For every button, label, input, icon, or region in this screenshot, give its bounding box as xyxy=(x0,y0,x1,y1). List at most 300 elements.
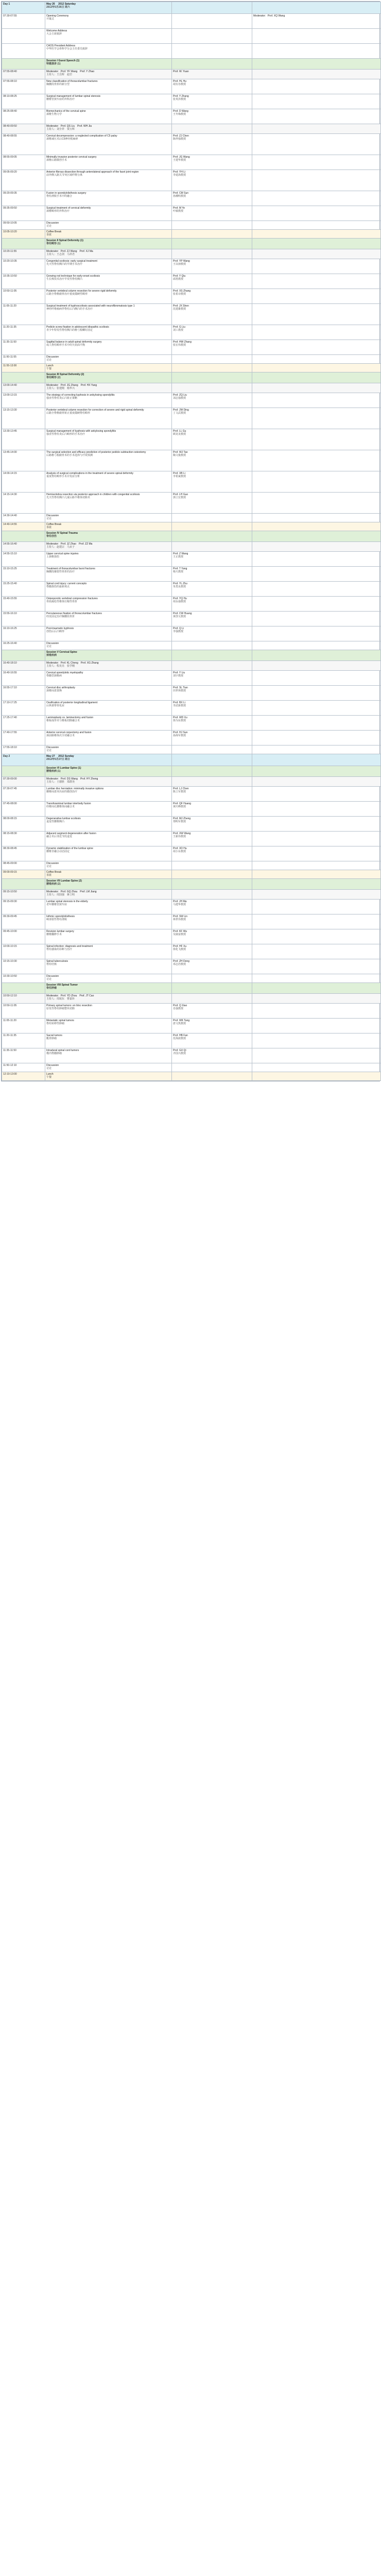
time-cell: 11:50-12:10 xyxy=(2,1063,45,1072)
title-cell xyxy=(45,716,172,731)
time-cell: 07:30-07:45 xyxy=(2,787,45,802)
title-en: Discussion xyxy=(46,355,59,359)
title-zh: 主持人：周珉东 曹嘉钭 xyxy=(46,997,75,1001)
title-zh: 午餐 xyxy=(46,1076,52,1079)
speaker-cell xyxy=(172,567,252,582)
time-cell: 16:55-17:10 xyxy=(2,686,45,701)
time-cell: 16:40-16:55 xyxy=(2,671,45,686)
time-cell: 08:45-09:00 xyxy=(2,861,45,870)
speaker-en: Prof. SW Lin xyxy=(173,915,188,918)
title-cell xyxy=(45,817,172,832)
speaker-cell xyxy=(172,787,252,802)
time-cell xyxy=(2,59,45,70)
extra-cell xyxy=(252,929,381,944)
speaker-zh: 刘志强教授 xyxy=(173,397,186,400)
title-cell xyxy=(45,206,172,221)
speaker-cell xyxy=(172,239,252,249)
extra-cell xyxy=(252,70,381,79)
title-cell xyxy=(45,777,172,787)
title-zh: 颈椎后路微创手术 xyxy=(46,159,67,162)
speaker-cell xyxy=(172,1019,252,1033)
extra-cell xyxy=(252,787,381,802)
extra-cell xyxy=(252,364,381,372)
program-row xyxy=(2,1063,381,1072)
speaker-cell xyxy=(172,206,252,221)
program-row xyxy=(2,221,381,230)
title-en: Spinal cord injury: current concepts xyxy=(46,582,87,585)
moderator-row xyxy=(2,777,381,787)
speaker-en: Prof. Y Zhang xyxy=(173,95,189,98)
session-header-row xyxy=(2,650,381,661)
time-cell xyxy=(2,239,45,249)
time-cell: 11:50-11:55 xyxy=(2,355,45,364)
title-en: Ossification of posterior longitudinal ligament xyxy=(46,701,98,704)
speaker-cell xyxy=(172,514,252,522)
extra-cell xyxy=(252,582,381,597)
title-cell xyxy=(45,1063,172,1072)
title-cell xyxy=(45,471,172,493)
time-cell: 15:55-16:10 xyxy=(2,612,45,626)
title-cell xyxy=(45,974,172,983)
time-cell: 13:00-13:15 xyxy=(2,393,45,408)
extra-cell xyxy=(252,1048,381,1063)
speaker-cell xyxy=(172,879,252,890)
extra-cell xyxy=(252,754,381,766)
program-row xyxy=(2,393,381,408)
extra-cell xyxy=(252,94,381,109)
title-cell xyxy=(45,14,172,29)
extra-cell xyxy=(252,983,381,994)
title-zh: 主持人：程克亮 张学刚 xyxy=(46,665,75,668)
extra-cell xyxy=(252,274,381,289)
title-en: Growing rod technique for early-onset scoliosis xyxy=(46,275,100,278)
title-en: Moderator：Prof. ZJ Wang Prof. XJ Ma xyxy=(46,250,93,253)
title-zh: 脊柱转移性肿瘤 xyxy=(46,1022,65,1025)
speaker-cell xyxy=(172,1072,252,1081)
extra-cell xyxy=(252,890,381,900)
title-cell xyxy=(45,493,172,514)
title-cell xyxy=(45,221,172,230)
title-zh: 脊髓型颈椎病 xyxy=(46,674,62,677)
speaker-zh: 王正教授 xyxy=(173,555,184,558)
speaker-cell xyxy=(172,134,252,155)
speaker-zh: 吴康富教授 xyxy=(173,933,186,936)
time-cell: 10:20-10:35 xyxy=(2,259,45,274)
title-en: Discussion xyxy=(46,222,59,225)
speaker-zh: 刘宇教授 xyxy=(173,674,184,677)
title-en: Discussion xyxy=(46,746,59,749)
speaker-cell xyxy=(172,170,252,191)
program-row xyxy=(2,929,381,944)
title-en: Moderator：Prof. DS Wang Prof. HY Zheng xyxy=(46,777,98,781)
title-en: Opening Ceremony xyxy=(46,14,69,18)
time-cell: 13:00-14:40 xyxy=(2,383,45,393)
speaker-zh: 陶文俊教授 xyxy=(173,454,186,457)
title-cell xyxy=(45,661,172,671)
title-zh: 先天性脊柱侧凸的早期手术治疗 xyxy=(46,263,83,266)
title-zh: 椎板成形术与椎板切除融合术 xyxy=(46,719,80,722)
title-zh: 模内脊髓肿瘤 xyxy=(46,1052,62,1055)
speaker-cell xyxy=(172,304,252,325)
speaker-en: Prof. HJ Sun xyxy=(173,731,188,734)
extra-cell xyxy=(252,567,381,582)
speaker-en: Prof. W. Yuan xyxy=(173,70,189,73)
time-cell: 10:50-12:10 xyxy=(2,994,45,1004)
speaker-cell xyxy=(172,582,252,597)
time-cell: 09:00-09:15 xyxy=(2,870,45,879)
title-zh: 讨论 xyxy=(46,978,52,981)
moderator-row xyxy=(2,124,381,134)
extra-cell xyxy=(252,191,381,206)
title-zh: 先天性脊柱侧凸儿童后路半椎体切除术 xyxy=(46,496,91,499)
speaker-en: Prof. ZH Deng xyxy=(173,960,189,963)
title-cell xyxy=(45,929,172,944)
speaker-cell xyxy=(172,70,252,79)
speaker-en: Prof. SL Tian xyxy=(173,686,188,689)
speaker-en: Prof. Z Wang xyxy=(173,552,188,555)
program-row xyxy=(2,787,381,802)
speaker-zh: 陈立军教授 xyxy=(173,790,186,793)
speaker-cell xyxy=(172,944,252,959)
title-cell xyxy=(45,1004,172,1019)
title-en: Moderator：Prof. JZ Zhao Prof. ZZ Ma xyxy=(46,543,93,546)
time-cell: 16:40-18:10 xyxy=(2,661,45,671)
title-en: Spinal infection: diagnosis and treatment xyxy=(46,945,93,948)
speaker-cell xyxy=(172,817,252,832)
title-cell xyxy=(45,870,172,879)
speaker-cell xyxy=(172,393,252,408)
speaker-en: Prof. YL Zhu xyxy=(173,582,187,585)
extra-cell xyxy=(252,514,381,522)
title-en: May 27 2012 Sunday xyxy=(46,755,74,758)
title-cell xyxy=(45,383,172,393)
speaker-cell xyxy=(172,716,252,731)
title-cell xyxy=(45,59,172,70)
extra-cell xyxy=(252,170,381,191)
extra-cell xyxy=(252,109,381,124)
title-cell xyxy=(45,134,172,155)
time-cell: 17:40-17:55 xyxy=(2,731,45,745)
title-en: Discussion xyxy=(46,1064,59,1067)
speaker-cell xyxy=(172,1004,252,1019)
speaker-en: Prof. Y Liu xyxy=(173,671,185,674)
title-en: Fusion in spondylolisthesis surgery xyxy=(46,192,86,195)
program-row xyxy=(2,304,381,325)
extra-cell xyxy=(252,289,381,304)
program-row xyxy=(2,641,381,650)
title-en: Session V Cervical Spine xyxy=(46,651,77,654)
moderator-row xyxy=(2,249,381,259)
speaker-en: Prof. JG Wang xyxy=(173,156,190,159)
time-cell: 12:10-13:00 xyxy=(2,1072,45,1081)
time-cell: 08:55-09:05 xyxy=(2,155,45,170)
moderator-row xyxy=(2,994,381,1004)
title-cell xyxy=(45,124,172,134)
speaker-cell xyxy=(172,983,252,994)
title-zh: 颈前路椎体次全切融合术 xyxy=(46,734,75,737)
moderator-row xyxy=(2,70,381,79)
speaker-zh: 王建华教授 xyxy=(173,159,186,162)
speaker-cell xyxy=(172,731,252,745)
title-en: Primary spinal tumors: en bloc resection xyxy=(46,1004,92,1007)
title-zh: 主持人：张建刚 杨华兴 xyxy=(46,387,75,390)
speaker-cell xyxy=(172,890,252,900)
extra-cell xyxy=(252,124,381,134)
speaker-zh: 林世伟教授 xyxy=(173,918,186,921)
speaker-cell xyxy=(172,522,252,531)
title-en: Welcome Address xyxy=(46,29,67,32)
time-cell: 14:55-16:40 xyxy=(2,542,45,552)
speaker-cell xyxy=(172,701,252,716)
title-zh: 前外侧入路关节突区域纤维分离 xyxy=(46,174,83,177)
speaker-zh: 马建华教授 xyxy=(173,903,186,906)
title-zh: 脊柱肿瘤 xyxy=(46,987,57,990)
moderator-row xyxy=(2,542,381,552)
speaker-cell xyxy=(172,661,252,671)
speaker-cell xyxy=(172,109,252,124)
title-en: Surgical treatment of cervical deformity xyxy=(46,207,91,210)
time-cell: 09:30-09:45 xyxy=(2,914,45,929)
speaker-cell xyxy=(172,450,252,471)
title-cell xyxy=(45,745,172,754)
title-en: Analysis of surgical complications in the treatment of severe spinal deformity xyxy=(46,472,133,475)
title-cell xyxy=(45,671,172,686)
title-en: Lumbar spinal stenosis in the elderly xyxy=(46,900,88,903)
speaker-zh: 丁文武教授 xyxy=(173,412,186,415)
time-cell: 13:15-13:30 xyxy=(2,408,45,429)
speaker-en: Prof. XS Zhang xyxy=(173,290,191,293)
speaker-zh: 叶敏教授 xyxy=(173,210,184,213)
program-body xyxy=(2,2,381,1081)
title-cell xyxy=(45,239,172,249)
speaker-en: Prof. M Ye xyxy=(173,207,185,210)
speaker-cell xyxy=(172,552,252,567)
speaker-cell xyxy=(172,2,252,14)
speaker-zh: 孙海军教授 xyxy=(173,734,186,737)
title-en: Minimally invasive posterior cervical surgery xyxy=(46,156,97,159)
extra-cell xyxy=(252,29,381,44)
title-zh: 颈椎减压术后C5神经根麻痹 xyxy=(46,138,78,141)
title-en: Treatment of thoracolumbar burst fractures xyxy=(46,567,95,570)
time-cell: 11:35-11:50 xyxy=(2,1048,45,1063)
extra-cell xyxy=(252,471,381,493)
title-en: Session VIII Spinal Tumor xyxy=(46,984,78,987)
program-row xyxy=(2,626,381,641)
speaker-cell xyxy=(172,191,252,206)
extra-cell xyxy=(252,239,381,249)
time-cell: 17:55-18:10 xyxy=(2,745,45,754)
title-cell xyxy=(45,890,172,900)
title-cell xyxy=(45,1019,172,1033)
extra-cell xyxy=(252,325,381,340)
speaker-zh: 黄创文教授 xyxy=(173,615,186,618)
speaker-cell xyxy=(172,230,252,239)
day-header-row xyxy=(2,754,381,766)
extra-cell xyxy=(252,650,381,661)
extra-cell xyxy=(252,44,381,59)
extra-cell xyxy=(252,626,381,641)
title-zh: 大会主席致辞 xyxy=(46,32,62,36)
title-en: Adjacent segment degeneration after fusion xyxy=(46,832,96,835)
time-cell xyxy=(2,879,45,890)
speaker-zh: 齐国兴教授 xyxy=(173,1052,186,1055)
title-zh: 2012年5月26日 周六 xyxy=(46,6,70,9)
extra-cell xyxy=(252,944,381,959)
time-cell: 11:05-11:20 xyxy=(2,1019,45,1033)
time-cell: 10:15-10:30 xyxy=(2,959,45,974)
title-zh: 讨论 xyxy=(46,749,52,752)
title-zh: 颈椎畸形的外科治疗 xyxy=(46,210,70,213)
title-zh: 茶歇 xyxy=(46,874,52,877)
time-cell: 14:55-15:10 xyxy=(2,552,45,567)
program-row xyxy=(2,289,381,304)
program-row xyxy=(2,846,381,861)
title-cell xyxy=(45,641,172,650)
time-cell: 07:55-08:10 xyxy=(2,79,45,94)
extra-cell xyxy=(252,259,381,274)
session-header-row xyxy=(2,59,381,70)
title-cell xyxy=(45,766,172,777)
extra-cell xyxy=(252,686,381,701)
title-cell xyxy=(45,994,172,1004)
time-cell: 15:25-15:40 xyxy=(2,582,45,597)
speaker-en: Prof. Q Li xyxy=(173,627,184,630)
speaker-zh: 孙潮明教授 xyxy=(173,195,186,198)
speaker-zh: 陈仲强教授 xyxy=(173,138,186,141)
title-cell xyxy=(45,959,172,974)
title-zh: 强直性脊柱炎后凸矫正策略 xyxy=(46,397,78,400)
speaker-zh: 沈建雄教授 xyxy=(173,308,186,311)
speaker-zh: 李延海教授 xyxy=(173,174,186,177)
program-row xyxy=(2,274,381,289)
title-zh: 胸腰段爆裂性骨折的治疗 xyxy=(46,570,75,573)
time-cell: 10:50-11:05 xyxy=(2,1004,45,1019)
program-row xyxy=(2,44,381,59)
title-zh: 讨论 xyxy=(46,1067,52,1070)
program-row xyxy=(2,1019,381,1033)
speaker-en: Prof. HF Xu xyxy=(173,945,187,948)
extra-cell xyxy=(252,340,381,355)
title-zh: 脊髓损伤的最新观点 xyxy=(46,585,70,588)
speaker-en: Prof. GX Qi xyxy=(173,1049,186,1052)
speaker-cell xyxy=(172,686,252,701)
title-zh: 经皮固定治疗胸腰段骨折 xyxy=(46,615,75,618)
extra-cell xyxy=(252,612,381,626)
speaker-en: Prof. HW Zhang xyxy=(173,341,192,344)
title-zh: 茶歇 xyxy=(46,233,52,236)
title-zh: 生长棒技术治疗早发性脊柱侧凸 xyxy=(46,278,83,281)
speaker-zh: 朱勇良教授 xyxy=(173,585,186,588)
speaker-en: Prof. HL Hu xyxy=(173,80,186,83)
extra-cell xyxy=(252,879,381,890)
title-zh: 融合术后邻近节段退变 xyxy=(46,835,73,838)
speaker-cell xyxy=(172,612,252,626)
title-en: Moderator：Prof. YD Zhou Prof. JT Cao xyxy=(46,994,94,997)
title-zh: 胸腰段骨折的新分型 xyxy=(46,83,70,86)
program-row xyxy=(2,861,381,870)
title-cell xyxy=(45,274,172,289)
title-cell xyxy=(45,393,172,408)
title-en: Metastatic spinal tumors xyxy=(46,1019,74,1022)
extra-cell xyxy=(252,777,381,787)
speaker-cell xyxy=(172,383,252,393)
program-table xyxy=(2,2,381,1081)
speaker-zh: 黄庆峰教授 xyxy=(173,805,186,808)
title-en: May 26 2012 Saturday xyxy=(46,3,76,6)
title-zh: 原发性脊柱肿瘤整块切除 xyxy=(46,1007,75,1010)
title-zh: 骨质疏松性椎体压缩性骨折 xyxy=(46,600,78,603)
break-row xyxy=(2,522,381,531)
session-header-row xyxy=(2,239,381,249)
speaker-zh: 刘工教授 xyxy=(173,329,184,332)
program-row xyxy=(2,612,381,626)
title-en: Coffee Break xyxy=(46,523,62,526)
title-en: Surgical management of kyphosis with ankylosing spondylitis xyxy=(46,430,116,433)
speaker-zh: 郑明军教授 xyxy=(173,820,186,823)
program-row xyxy=(2,134,381,155)
extra-cell: Moderator：Prof. XQ Wang xyxy=(252,14,381,29)
title-zh: 主持人：王德胜 郑群尧 xyxy=(46,781,75,784)
extra-cell xyxy=(252,766,381,777)
title-zh: 神经纤维瘤病伴脊柱后凸侧凸的手术治疗 xyxy=(46,308,93,311)
program-row xyxy=(2,745,381,754)
title-en: New classification of thoracolumbar fractures xyxy=(46,80,98,83)
title-zh: 强直性脊柱炎后凸畸形的手术治疗 xyxy=(46,433,85,436)
time-cell: 09:05-09:20 xyxy=(2,170,45,191)
moderator-row xyxy=(2,661,381,671)
title-zh: 峡部裂性脊柱滑脱 xyxy=(46,918,67,921)
title-zh: 讨论 xyxy=(46,517,52,520)
extra-cell xyxy=(252,1063,381,1072)
time-cell: 07:55-08:40 xyxy=(2,70,45,79)
title-cell xyxy=(45,612,172,626)
extra-cell xyxy=(252,79,381,94)
speaker-cell xyxy=(172,79,252,94)
title-en: Osteoporotic vertebral compression fractures xyxy=(46,597,98,600)
title-cell xyxy=(45,832,172,846)
time-cell xyxy=(2,29,45,44)
title-zh: 创伤后后凸畸形 xyxy=(46,630,65,633)
speaker-zh: 张希诗教授 xyxy=(173,293,186,296)
title-zh: 颈椎疾病 xyxy=(46,654,57,657)
program-row xyxy=(2,109,381,124)
speaker-zh: 肖强教授 xyxy=(173,1007,184,1010)
title-zh: 颈椎间盘置换 xyxy=(46,689,62,692)
time-cell: 08:40-08:55 xyxy=(2,134,45,155)
title-zh: 重度脊柱畸形手术并发症分析 xyxy=(46,475,80,478)
speaker-zh: 王冬梅教授 xyxy=(173,113,186,116)
speaker-zh: 徐为东教授 xyxy=(173,719,186,722)
speaker-zh: 胡小东教授 xyxy=(173,850,186,853)
extra-cell xyxy=(252,230,381,239)
title-en: Moderator：Prof. JG Zhang Prof. HX Yang xyxy=(46,384,97,387)
title-en: Anterior cervical corpectomy and fusion xyxy=(46,731,92,734)
program-row xyxy=(2,552,381,567)
speaker-cell xyxy=(172,1033,252,1048)
title-en: Surgical treatment of kyphoscoliosis associated with neurofibromatosis type 1 xyxy=(46,304,135,308)
title-zh: 主持人：王志剑 马祥君 xyxy=(46,253,75,256)
title-en: Isthmic spondylolisthesis xyxy=(46,915,75,918)
time-cell: Day 2 xyxy=(2,754,45,766)
speaker-en: Prof. Y Qiu xyxy=(173,275,186,278)
title-cell xyxy=(45,754,172,766)
title-zh: 中华医学会骨科学分会主任委员致辞 xyxy=(46,47,88,50)
speaker-cell xyxy=(172,597,252,612)
title-en: Posterior vertebral column resection for correction of severe and rigid spinal deformity xyxy=(46,409,144,412)
speaker-en: Prof. QF Huang xyxy=(173,802,192,805)
title-cell xyxy=(45,109,172,124)
extra-cell xyxy=(252,914,381,929)
